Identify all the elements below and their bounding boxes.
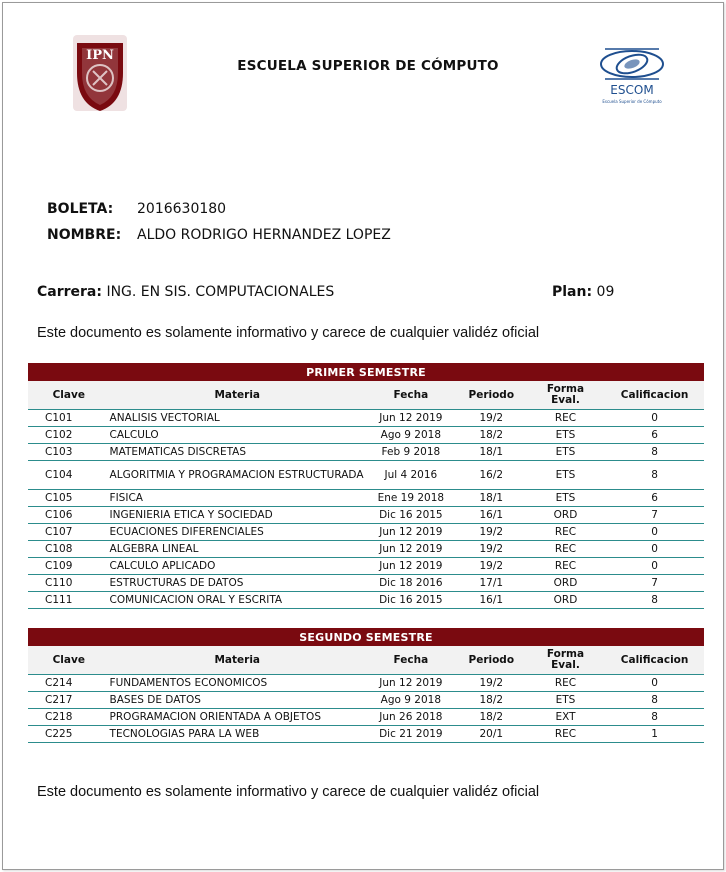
cell-materia: INGENIERIA ETICA Y SOCIEDAD xyxy=(110,507,365,524)
cell-forma: REC xyxy=(526,410,605,427)
cell-forma: EXT xyxy=(526,709,605,726)
table-row xyxy=(28,427,704,444)
table-row xyxy=(28,524,704,541)
cell-materia: ANALISIS VECTORIAL xyxy=(110,410,365,427)
cell-materia: BASES DE DATOS xyxy=(110,692,365,709)
table-row xyxy=(28,692,704,709)
semester-table-2 xyxy=(28,628,704,743)
table-row xyxy=(28,709,704,726)
col-materia: Materia xyxy=(110,381,365,410)
cell-calificacion: 0 xyxy=(605,541,704,558)
cell-calificacion: 1 xyxy=(605,726,704,743)
plan-value: 09 xyxy=(596,284,615,300)
cell-fecha: Dic 16 2015 xyxy=(365,592,457,609)
table-row xyxy=(28,461,704,490)
cell-materia: FISICA xyxy=(110,490,365,507)
cell-calificacion: 0 xyxy=(605,558,704,575)
document-page xyxy=(2,2,724,870)
school-title: ESCUELA SUPERIOR DE CÓMPUTO xyxy=(237,58,499,74)
cell-periodo: 18/1 xyxy=(457,444,526,461)
cell-calificacion: 8 xyxy=(605,692,704,709)
nombre-value: ALDO RODRIGO HERNANDEZ LOPEZ xyxy=(137,227,391,243)
cell-fecha: Dic 21 2019 xyxy=(365,726,457,743)
col-clave: Clave xyxy=(28,646,110,675)
cell-fecha: Ene 19 2018 xyxy=(365,490,457,507)
table-row xyxy=(28,541,704,558)
cell-clave: C217 xyxy=(28,692,110,709)
carrera-value: ING. EN SIS. COMPUTACIONALES xyxy=(106,284,335,300)
cell-clave: C102 xyxy=(28,427,110,444)
cell-clave: C111 xyxy=(28,592,110,609)
cell-calificacion: 0 xyxy=(605,675,704,692)
cell-fecha: Dic 18 2016 xyxy=(365,575,457,592)
col-periodo: Periodo xyxy=(457,381,526,410)
cell-periodo: 18/2 xyxy=(457,709,526,726)
cell-periodo: 19/2 xyxy=(457,524,526,541)
table-row xyxy=(28,575,704,592)
cell-materia: PROGRAMACION ORIENTADA A OBJETOS xyxy=(110,709,365,726)
ipn-logo-text: IPN xyxy=(86,48,114,63)
escom-logo xyxy=(597,43,667,107)
cell-clave: C109 xyxy=(28,558,110,575)
cell-periodo: 16/1 xyxy=(457,592,526,609)
table-row xyxy=(28,675,704,692)
cell-periodo: 19/2 xyxy=(457,675,526,692)
cell-fecha: Ago 9 2018 xyxy=(365,692,457,709)
col-fecha: Fecha xyxy=(365,646,457,675)
table-row xyxy=(28,558,704,575)
col-materia: Materia xyxy=(110,646,365,675)
cell-materia: ECUACIONES DIFERENCIALES xyxy=(110,524,365,541)
cell-forma: REC xyxy=(526,675,605,692)
cell-clave: C103 xyxy=(28,444,110,461)
cell-fecha: Jun 26 2018 xyxy=(365,709,457,726)
cell-forma: REC xyxy=(526,541,605,558)
cell-fecha: Dic 16 2015 xyxy=(365,507,457,524)
col-fecha: Fecha xyxy=(365,381,457,410)
boleta-row xyxy=(47,201,226,217)
cell-calificacion: 7 xyxy=(605,507,704,524)
cell-materia: MATEMATICAS DISCRETAS xyxy=(110,444,365,461)
cell-periodo: 17/1 xyxy=(457,575,526,592)
table-row xyxy=(28,726,704,743)
semester-table-1 xyxy=(28,363,704,609)
table-row xyxy=(28,490,704,507)
escom-logo-text: ESCOM xyxy=(610,83,654,97)
cell-materia: ALGEBRA LINEAL xyxy=(110,541,365,558)
cell-forma: ETS xyxy=(526,461,605,490)
cell-forma: ORD xyxy=(526,575,605,592)
cell-calificacion: 8 xyxy=(605,444,704,461)
cell-clave: C214 xyxy=(28,675,110,692)
cell-clave: C107 xyxy=(28,524,110,541)
cell-calificacion: 0 xyxy=(605,410,704,427)
cell-materia: ESTRUCTURAS DE DATOS xyxy=(110,575,365,592)
cell-forma: REC xyxy=(526,524,605,541)
semester-title: PRIMER SEMESTRE xyxy=(28,363,704,381)
cell-forma: ETS xyxy=(526,427,605,444)
cell-forma: REC xyxy=(526,726,605,743)
plan-row xyxy=(552,284,614,300)
cell-periodo: 16/1 xyxy=(457,507,526,524)
cell-materia: FUNDAMENTOS ECONOMICOS xyxy=(110,675,365,692)
cell-forma: ORD xyxy=(526,592,605,609)
cell-forma: ETS xyxy=(526,692,605,709)
cell-fecha: Jun 12 2019 xyxy=(365,541,457,558)
escom-logo-subtext: Escuela Superior de Cómputo xyxy=(602,99,662,104)
cell-fecha: Jun 12 2019 xyxy=(365,558,457,575)
boleta-value: 2016630180 xyxy=(137,201,227,217)
cell-forma: REC xyxy=(526,558,605,575)
col-forma: Forma Eval. xyxy=(526,381,605,410)
semester-title: SEGUNDO SEMESTRE xyxy=(28,628,704,646)
cell-periodo: 18/2 xyxy=(457,427,526,444)
cell-fecha: Jun 12 2019 xyxy=(365,524,457,541)
cell-clave: C106 xyxy=(28,507,110,524)
table-row xyxy=(28,592,704,609)
cell-calificacion: 8 xyxy=(605,709,704,726)
cell-clave: C108 xyxy=(28,541,110,558)
cell-calificacion: 6 xyxy=(605,490,704,507)
cell-fecha: Jul 4 2016 xyxy=(365,461,457,490)
disclaimer-bottom: Este documento es solamente informativo y carece de cualquier validéz oficial xyxy=(37,784,540,800)
cell-calificacion: 8 xyxy=(605,592,704,609)
cell-periodo: 19/2 xyxy=(457,541,526,558)
nombre-row xyxy=(47,227,391,243)
plan-label: Plan: xyxy=(552,284,593,300)
table-row xyxy=(28,444,704,461)
table-row xyxy=(28,507,704,524)
cell-periodo: 20/1 xyxy=(457,726,526,743)
cell-periodo: 16/2 xyxy=(457,461,526,490)
cell-fecha: Ago 9 2018 xyxy=(365,427,457,444)
cell-periodo: 19/2 xyxy=(457,558,526,575)
cell-fecha: Jun 12 2019 xyxy=(365,675,457,692)
cell-periodo: 18/1 xyxy=(457,490,526,507)
cell-calificacion: 0 xyxy=(605,524,704,541)
col-calificacion: Calificacion xyxy=(605,646,704,675)
cell-clave: C225 xyxy=(28,726,110,743)
cell-calificacion: 6 xyxy=(605,427,704,444)
col-forma: Forma Eval. xyxy=(526,646,605,675)
cell-forma: ORD xyxy=(526,507,605,524)
disclaimer-top: Este documento es solamente informativo y carece de cualquier validéz oficial xyxy=(37,325,540,341)
cell-materia: CALCULO APLICADO xyxy=(110,558,365,575)
cell-materia: COMUNICACION ORAL Y ESCRITA xyxy=(110,592,365,609)
cell-clave: C101 xyxy=(28,410,110,427)
col-calificacion: Calificacion xyxy=(605,381,704,410)
cell-materia: ALGORITMIA Y PROGRAMACION ESTRUCTURADA xyxy=(110,461,365,490)
cell-calificacion: 8 xyxy=(605,461,704,490)
carrera-row xyxy=(37,284,334,300)
cell-fecha: Jun 12 2019 xyxy=(365,410,457,427)
col-periodo: Periodo xyxy=(457,646,526,675)
cell-periodo: 19/2 xyxy=(457,410,526,427)
cell-forma: ETS xyxy=(526,444,605,461)
cell-materia: TECNOLOGIAS PARA LA WEB xyxy=(110,726,365,743)
cell-clave: C104 xyxy=(28,461,110,490)
boleta-label: BOLETA: xyxy=(47,201,114,217)
cell-forma: ETS xyxy=(526,490,605,507)
cell-calificacion: 7 xyxy=(605,575,704,592)
nombre-label: NOMBRE: xyxy=(47,227,122,243)
cell-fecha: Feb 9 2018 xyxy=(365,444,457,461)
cell-periodo: 18/2 xyxy=(457,692,526,709)
cell-materia: CALCULO xyxy=(110,427,365,444)
cell-clave: C105 xyxy=(28,490,110,507)
table-row xyxy=(28,410,704,427)
cell-clave: C218 xyxy=(28,709,110,726)
carrera-label: Carrera: xyxy=(37,284,102,300)
cell-clave: C110 xyxy=(28,575,110,592)
col-clave: Clave xyxy=(28,381,110,410)
